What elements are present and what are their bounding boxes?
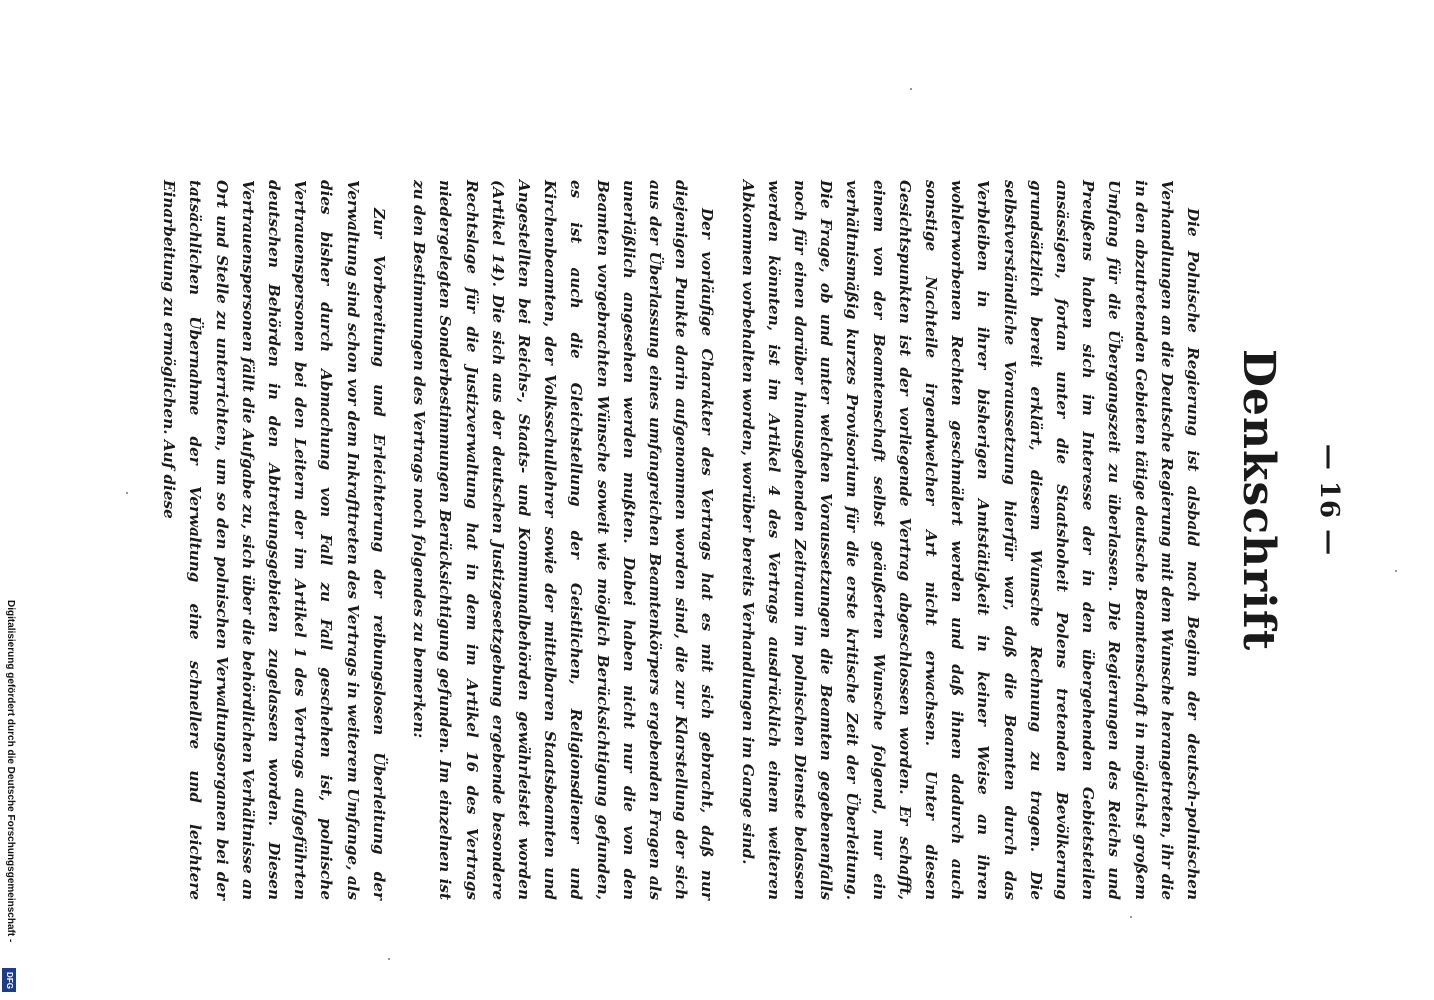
- body-text: [142, 180, 1206, 900]
- page-number: — 16 —: [1314, 443, 1344, 557]
- paragraph-1: Die Polnische Regierung ist alsbald nach Beginn der deutsch-polnischen Verhandlungen an die Deutsche Regierung mit dem Wunsche herangetreten, ihr die in den abzutretenden Gebieten tätige deutsche Beamtenschaft in möglichst großem Umfang für die Übergangszeit zu überlassen. Die Regierungen des Reichs und Preußens haben sich im Interesse der in den übergehenden Gebietsteilen ansässigen, fortan unter die Staatshoheit Polens tretenden Bevölkerung grundsätzlich bereit erklärt, diesem Wunsche Rechnung zu tragen. Die selbstverständliche Voraussetzung hierfür war, daß die Beamten durch das Verbleiben in ihrer bisherigen Amtstätigkeit in keiner Weise an ihren wohlerworbenen Rechten geschmälert werden und daß ihnen dadurch auch sonstige Nachteile irgendwelcher Art nicht erwachsen. Unter diesen Gesichtspunkten ist der vorliegende Vertrag abgeschlossen worden. Er schafft, einem von der Beamtenschaft selbst geäußerten Wunsche folgend, nur ein verhältnismäßig kurzes Provisorium für die erste kritische Zeit der Überleitung. Die Frage, ob und unter welchen Voraussetzungen die Beamten gegebenenfalls noch für einen darüber hinausgehenden Zeitraum im polnischen Dienste belassen werden könnten, ist im Artikel 4 des Vertrags ausdrücklich einem weiteren Abkommen vorbehalten worden, worüber bereits Verhandlungen im Gange sind.: [738, 180, 1202, 900]
- scan-speck: [1130, 916, 1132, 918]
- document-title: Denkschrift: [1233, 348, 1284, 652]
- dfg-logo-text: DFG: [4, 971, 14, 989]
- paragraph-2: Der vorläufige Charakter des Vertrags hat es mit sich gebracht, daß nur diejenigen Punkte darin aufgenommen worden sind, die zur Klarstellung der sich aus der Überlassung eines umfangreichen Beamtenkörpers ergebenden Fragen als unerläßlich angesehen werden mußten. Dabei haben nicht nur die von den Beamten vorgebrachten Wünsche soweit wie möglich Berücksichtigung gefunden, es ist auch die Gleichstellung der Geistlichen, Religionsdiener und Kirchenbeamten, der Volksschullehrer sowie der mittelbaren Staatsbeamten und Angestellten bei Reichs-, Staats- und Kommunalbehörden gewährleistet worden (Artikel 14). Die sich aus der deutschen Justizgesetzgebung ergebende besondere Rechtslage für die Justizverwaltung hat in dem im Artikel 16 des Vertrags niedergelegten Sonderbestimmungen Berücksichtigung gefunden. Im einzelnen ist zu den Bestimmungen des Vertrags noch folgendes zu bemerken:: [410, 180, 717, 900]
- scan-speck: [126, 492, 128, 494]
- digitization-note-text: Digitalisierung gefördert durch die Deutsche Forschungsgemeinschaft -: [5, 600, 16, 943]
- scan-speck: [388, 958, 390, 960]
- scan-speck: [1395, 570, 1397, 572]
- dfg-logo: [2, 968, 16, 992]
- paragraph-3: Zur Vorbereitung und Erleichterung der reibungslosen Überleitung der Verwaltung sind schon vor dem Inkrafttreten des Vertrags in weiterem Umfange, als dies bisher durch Abmachung von Fall zu Fall geschehen ist, polnische Vertrauenspersonen bei den Leitern der im Artikel 1 des Vertrags aufgeführten deutschen Behörden in den Abtretungsgebieten zugelassen worden. Diesen Vertrauenspersonen fällt die Aufgabe zu, sich über die behördlichen Verhältnisse an Ort und Stelle zu unterrichten, um so den polnischen Verwaltungsorganen bei der tatsächlichen Übernahme der Verwaltung eine schnellere und leichtere Einarbeitung zu ermöglichen. Auf diese: [160, 180, 388, 900]
- digitization-note: [2, 600, 16, 996]
- scan-speck: [910, 88, 912, 90]
